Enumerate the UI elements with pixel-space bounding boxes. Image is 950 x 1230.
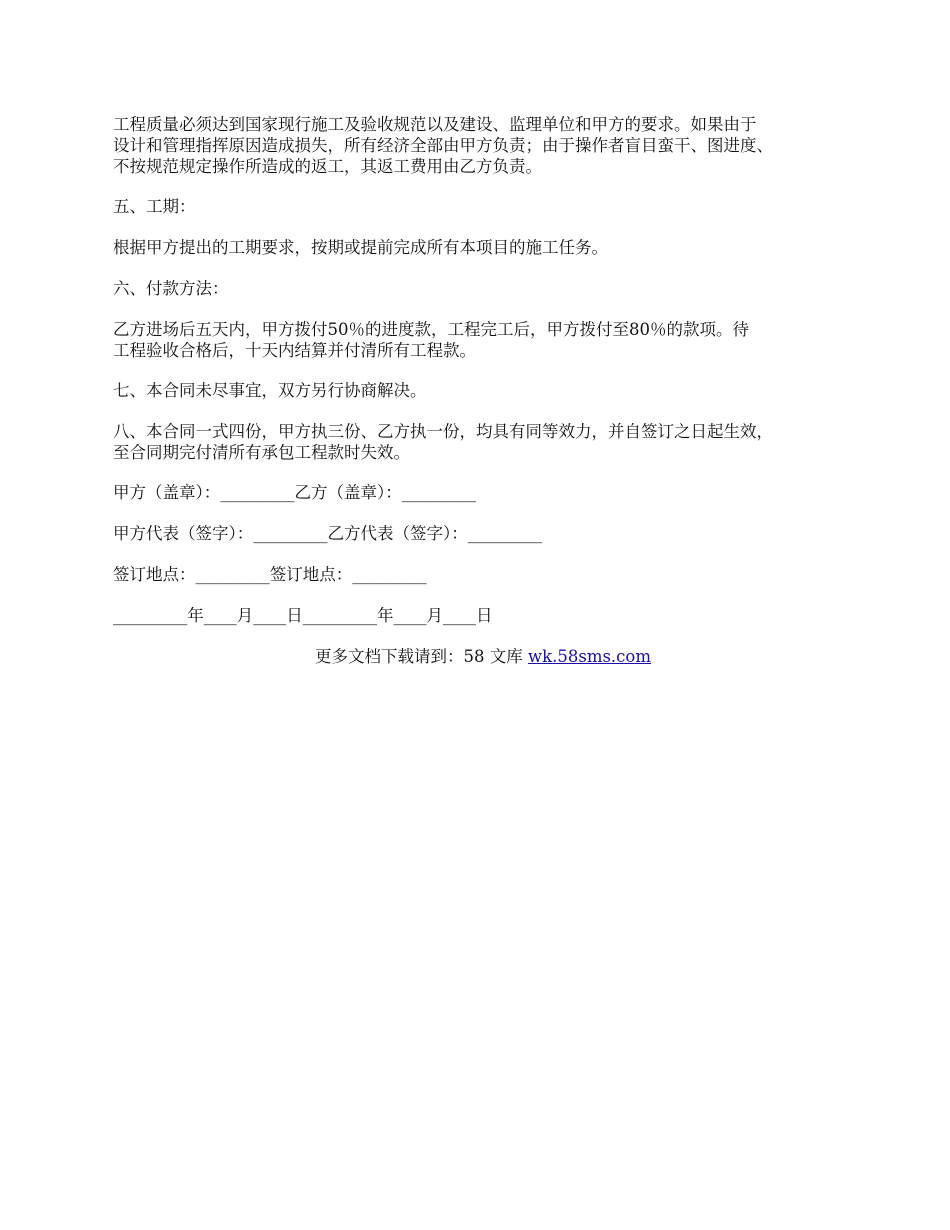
section-eight-paragraph: 八、本合同一式四份，甲方执三份、乙方执一份，均具有同等效力，并自签订之日起生效， 至合同期完付清所有承包工程款时失效。 bbox=[113, 422, 773, 462]
document-page bbox=[113, 114, 853, 667]
section-six-heading: 六、付款方法： bbox=[113, 279, 229, 298]
payment-clause-paragraph: 乙方进场后五天内，甲方拨付50％的进度款，工程完工后，甲方拨付至80％的款项。待 工程验收合格后，十天内结算并付清所有工程款。 bbox=[113, 320, 749, 360]
quality-clause-paragraph: 工程质量必须达到国家现行施工及验收规范以及建设、监理单位和甲方的要求。如果由于 设计和管理指挥原因造成损失，所有经济全部由甲方负责；由于操作者盲目蛮干、图进度、 不按规范规定操作所造成的返工，其返工费用由乙方负责。 bbox=[113, 115, 773, 176]
signing-date-line: _________年____月____日_________年____月____日 bbox=[113, 606, 493, 625]
party-seal-line: 甲方（盖章）：_________乙方（盖章）：_________ bbox=[113, 483, 476, 502]
section-five-heading: 五、工期： bbox=[113, 197, 196, 216]
footer-prefix: 更多文档下载请到：58 文库 bbox=[314, 647, 528, 666]
section-seven-paragraph: 七、本合同未尽事宜，双方另行协商解决。 bbox=[113, 381, 427, 400]
signing-location-line: 签订地点：_________签订地点：_________ bbox=[113, 565, 427, 584]
party-representative-line: 甲方代表（签字）：_________乙方代表（签字）：_________ bbox=[113, 524, 542, 543]
download-footer bbox=[113, 646, 853, 667]
footer-link[interactable]: wk.58sms.com bbox=[527, 647, 651, 666]
schedule-clause-paragraph: 根据甲方提出的工期要求，按期或提前完成所有本项目的施工任务。 bbox=[113, 238, 608, 257]
